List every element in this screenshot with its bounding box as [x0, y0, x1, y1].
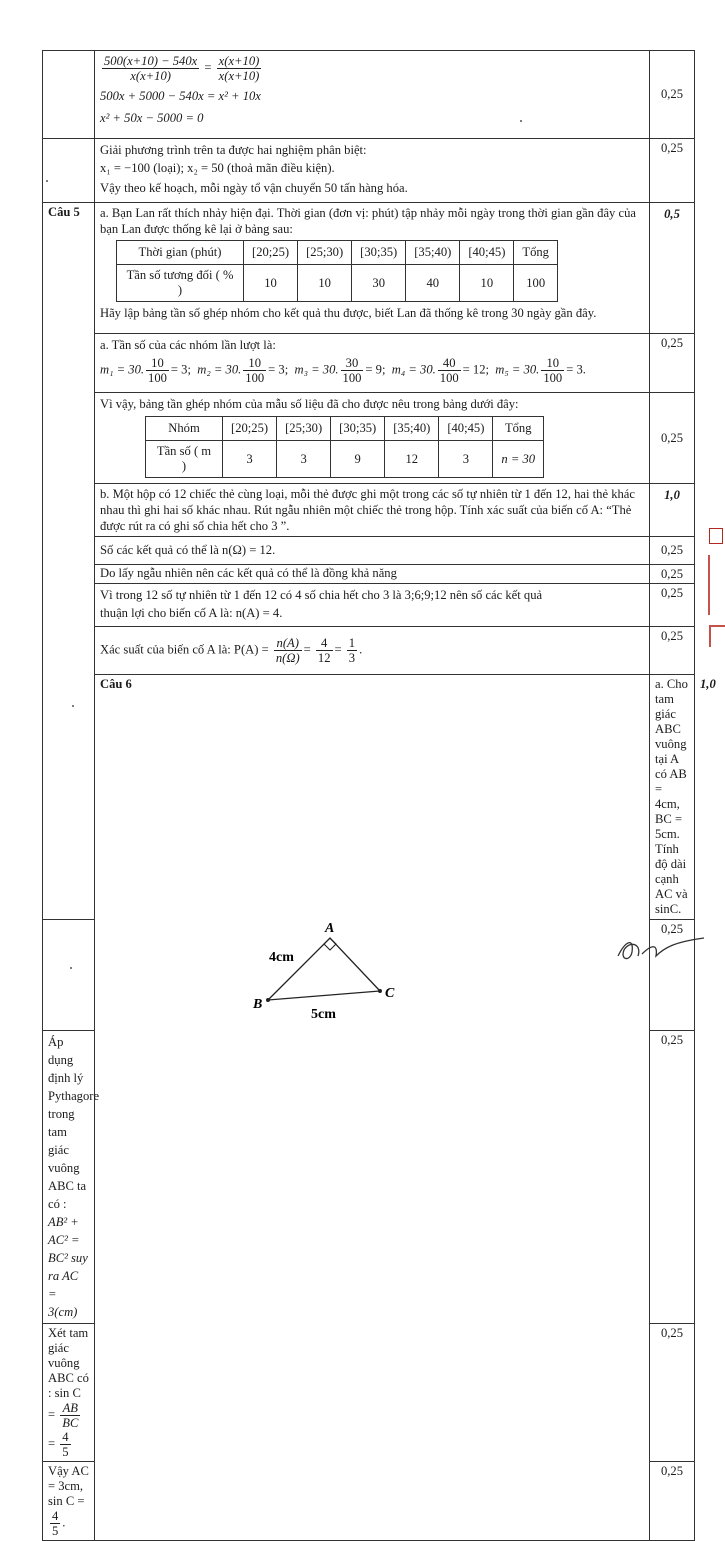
- question-label-cau5: Câu 5: [43, 203, 95, 920]
- table-header-cell: [25;30): [277, 417, 331, 441]
- content-cell: [95, 584, 650, 627]
- table-row: Câu 6 a. Cho tam giác ABC vuông tại A có AB = 4cm, BC = 5cm. Tính độ dài cạnh AC và sinC. 1,0: [43, 675, 695, 920]
- signature: [612, 930, 712, 970]
- score-cell: 0,25: [650, 1462, 695, 1541]
- score-cell: 1,0: [650, 484, 695, 537]
- equation: 500x + 5000 − 540x = x² + 10x: [100, 89, 261, 103]
- content-cell: a. Cho tam giác ABC vuông tại A có AB = 4cm, BC = 5cm. Tính độ dài cạnh AC và sinC.: [650, 675, 695, 920]
- table-cell: 30: [352, 265, 406, 302]
- text-paragraph: Hãy lập bảng tần số ghép nhóm cho kết quả thu được, biết Lan đã thống kê trong 30 ngày gần đây.: [100, 306, 597, 320]
- text-line: Vì vậy, bảng tần ghép nhóm của mẫu số liệu đã cho được nêu trong bảng dưới đây:: [100, 397, 519, 411]
- score-cell: 0,25: [650, 1324, 695, 1462]
- content-cell: [95, 139, 650, 203]
- table-cell: 12: [385, 441, 439, 478]
- stamp-fragment: [708, 555, 725, 615]
- content-cell: b. Một hộp có 12 chiếc thẻ cùng loại, mỗi thẻ được ghi một trong các số tự nhiên từ 1 đến 12, hai thẻ khác nhau thì ghi hai số khác nhau. Rút ngẫu nhiên một chiếc thẻ trong hộp. Tính xác suất của biến cố A: “Thẻ được rút ra có ghi số chia hết cho 3 ”.: [95, 484, 650, 537]
- text-line: x₁ = −100 (loại); x₂ = 50 (thoả mãn điều kiện).: [100, 161, 335, 175]
- content-cell: $\frac{500(x+10) - 540x}{x(x+10)}$ = $\frac{x(x+10)}{x(x+10)}$ 500x + 5000 − 540x = x² + 10x x² + 50x − 5000 = 0: [95, 51, 650, 139]
- table-row: [43, 139, 695, 203]
- stamp-fragment: [709, 528, 723, 544]
- table-header-cell: [20;25): [244, 241, 298, 265]
- question-label-cau6: Câu 6: [95, 675, 650, 1541]
- text-line: Vậy theo kế hoạch, mỗi ngày tổ vận chuyển 50 tấn hàng hóa.: [100, 181, 408, 195]
- table-row: [43, 627, 695, 675]
- table-row: [43, 393, 695, 484]
- side-label-bc: 5cm: [311, 1007, 336, 1022]
- table-header-cell: Nhóm: [146, 417, 223, 441]
- vertex-label-b: B: [253, 997, 263, 1012]
- table-cell: 10: [244, 265, 298, 302]
- table-header-cell: [20;25): [223, 417, 277, 441]
- table-row: [43, 920, 695, 1031]
- table-header-cell: [25;30): [298, 241, 352, 265]
- text-line: Giải phương trình trên ta được hai nghiệm phân biệt:: [100, 143, 367, 157]
- scan-speck: [520, 120, 522, 122]
- text-line: thuận lợi cho biến cố A là: n(A) = 4.: [100, 606, 283, 620]
- score-cell: 0,5: [650, 203, 695, 334]
- scan-speck: [72, 705, 74, 707]
- table-header-cell: [40;45): [460, 241, 514, 265]
- table-row: [43, 565, 695, 584]
- table-header-cell: [35;40): [406, 241, 460, 265]
- content-cell: [95, 203, 650, 334]
- text-line: Vì trong 12 số tự nhiên từ 1 đến 12 có 4 số chia hết cho 3 là 3;6;9;12 nên số các kết quả: [100, 588, 543, 602]
- content-cell: [95, 334, 650, 393]
- grading-table: [42, 50, 716, 1541]
- relative-frequency-table: [116, 240, 558, 302]
- table-cell: Tần số ( m ): [146, 441, 223, 478]
- content-cell: [95, 393, 650, 484]
- score-cell: 0,25: [650, 139, 695, 203]
- table-header-cell: [30;35): [331, 417, 385, 441]
- text-line: Áp dụng định lý Pythagore trong tam giác vuông ABC ta có :: [48, 1035, 100, 1211]
- question-cell: [43, 51, 95, 139]
- score-cell: 0,25: [650, 584, 695, 627]
- table-cell: 9: [331, 441, 385, 478]
- vertex-label-c: C: [385, 986, 395, 1001]
- side-label-ab: 4cm: [269, 950, 294, 965]
- table-header-cell: Thời gian (phút): [117, 241, 244, 265]
- content-cell: [43, 1031, 100, 1324]
- content-cell: Xét tam giác vuông ABC có : sin C = $\frac{AB}{BC}$ = $\frac{4}{5}$: [43, 1324, 95, 1462]
- content-cell: Do lấy ngẫu nhiên nên các kết quả có thể là đồng khả năng: [95, 565, 650, 584]
- fraction: $\frac{x(x+10)}{x(x+10)}$: [218, 54, 260, 83]
- table-header-cell: Tổng: [514, 241, 558, 265]
- table-cell: n = 30: [493, 441, 544, 478]
- table-cell: 3: [277, 441, 331, 478]
- table-header-cell: [35;40): [385, 417, 439, 441]
- score-cell: 0,25: [650, 537, 695, 565]
- table-row: [43, 203, 695, 334]
- table-header-cell: [30;35): [352, 241, 406, 265]
- table-cell: 3: [439, 441, 493, 478]
- triangle-figure: [43, 920, 598, 1026]
- table-row: [43, 484, 695, 537]
- scan-speck: [70, 967, 72, 969]
- score-cell: 0,25: [650, 1031, 695, 1324]
- equation: x² + 50x − 5000 = 0: [100, 111, 204, 125]
- vertex-b: [266, 998, 270, 1002]
- table-header-cell: [40;45): [439, 417, 493, 441]
- score-cell: 0,25: [650, 51, 695, 139]
- score-cell: 0,25: [650, 334, 695, 393]
- table-header-cell: Tổng: [493, 417, 544, 441]
- triangle-abc: [268, 938, 380, 1000]
- figure-cell: [43, 920, 395, 1031]
- content-cell: Số các kết quả có thể là n(Ω) = 12.: [95, 537, 650, 565]
- fraction: $\frac{500(x+10) - 540x}{x(x+10)}$: [104, 54, 198, 83]
- score-cell: 0,25: [650, 565, 695, 584]
- text-line: AB² + AC² = BC² suy ra AC = 3(cm): [48, 1215, 88, 1319]
- score-cell: 0,25: [650, 627, 695, 675]
- answer-sheet: [42, 50, 716, 1538]
- question-cell: [43, 139, 95, 203]
- content-cell: Vậy AC = 3cm, sin C = $\frac{4}{5}$ .: [43, 1462, 95, 1541]
- table-cell: 40: [406, 265, 460, 302]
- frequency-formulas: m₁ = 30. $\frac{10}{100}$ = 3; m₂ = 30. $\frac{10}{100}$ = 3; m₃ = 30. $\frac{30}{100}$ = 9; m₄ = 30. $\frac{40}{100}$ = 12; m₅ = 30. $\frac{10}{100}$ = 3.: [100, 356, 586, 385]
- table-cell: 10: [460, 265, 514, 302]
- table-row: [43, 584, 695, 627]
- table-row: [43, 537, 695, 565]
- text-line: a. Tần số của các nhóm lần lượt là:: [100, 338, 276, 352]
- grouped-frequency-table: [145, 416, 544, 478]
- stamp-fragment: [709, 625, 725, 647]
- vertex-label-a: A: [325, 921, 335, 936]
- table-cell: Tần số tương đối ( % ): [117, 265, 244, 302]
- right-angle-marker: [324, 938, 336, 950]
- content-cell: Xác suất của biến cố A là: P(A) = $\frac{n(A)}{n(\Omega)}$ = $\frac{4}{12}$ = $\frac{1}{3}$ .: [95, 627, 650, 675]
- table-row: [43, 51, 695, 139]
- score-cell: 0,25: [650, 920, 695, 1031]
- vertex-c: [378, 989, 382, 993]
- table-cell: 10: [298, 265, 352, 302]
- score-cell: 0,25: [650, 393, 695, 484]
- table-cell: 3: [223, 441, 277, 478]
- scan-speck: [46, 180, 48, 182]
- text-paragraph: a. Bạn Lan rất thích nhảy hiện đại. Thời gian (đơn vị: phút) tập nhảy mỗi ngày trong thời gian gần đây của bạn Lan được thống kê lại ở bảng sau:: [100, 206, 636, 236]
- table-cell: 100: [514, 265, 558, 302]
- table-row: [43, 334, 695, 393]
